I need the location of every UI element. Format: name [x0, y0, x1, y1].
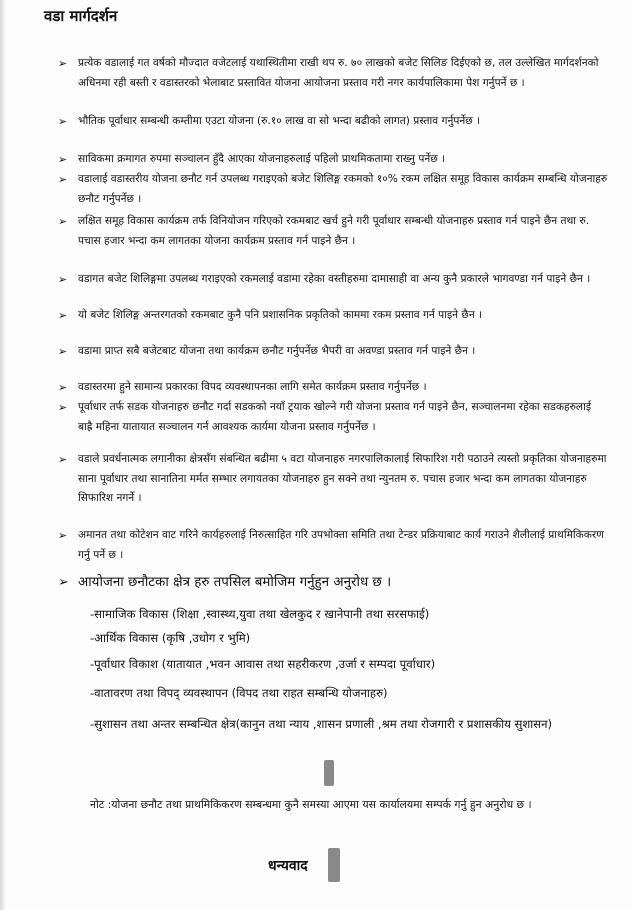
category-item: -पूर्वाधार विकाश (यातायात ,भवन आवास तथा सहरीकरण ,उर्जा र सम्पदा पूर्वाधार) [90, 657, 436, 671]
scan-mark [328, 848, 340, 882]
bullet-item: ➢ यो बजेट शिलिङ्ग अन्तरगतको रकमबाट कुनै पनि प्रशासनिक प्रकृतिको काममा रकम प्रस्ताव गर्न पाइने छैन । [78, 306, 608, 326]
bullet-item: ➢ लक्षित समूह विकास कार्यक्रम तर्फ विनियोजन गरिएको रकमबाट खर्च हुने गरी पूर्वाधार सम्बन्धी योजनाहरु प्रस्ताव गर्न पाइने छैन तथा रु. पचास हजार भन्दा कम लागतका योजना कार्यक्रम प्रस्ताव गर्न पाइने छैन । [78, 212, 608, 251]
bullet-item: ➢ प्रत्येक वडालाई गत वर्षको मौज्दात वजेटलाई यथास्थितीमा राखी थप रु. ७० लाखको बजेट सिलिङ दिईएको छ, तल उल्लेखित मार्गदर्शनको अधिनमा रही बस्ती र वडास्तरको भेलाबाट प्रस्तावित योजना आयोजना प्रस्ताव गरी नगर कार्यपालिकामा पेश गर्नुपर्ने छ । [78, 54, 608, 93]
arrow-bullet-icon: ➢ [58, 115, 68, 128]
bullet-item: ➢ वडागत बजेट शिलिङ्गमा उपलब्ध गराइएको रकमलाई वडामा रहेका वस्तीहरुमा दामासाही वा अन्य कुनै प्रकारले भागवण्डा गर्न पाइने छैन । [78, 270, 608, 290]
arrow-bullet-icon: ➢ [58, 215, 68, 228]
arrow-bullet-icon: ➢ [58, 401, 68, 414]
bullet-item: ➢ पूर्वाधार तर्फ सडक योजनाहरु छनौट गर्दा सडकको नयाँ ट्रयाक खोल्ने गरी योजना प्रस्ताव गर्न पाइने छैन, सञ्चालनमा रहेका सडकहरुलाई बाह्रै महिना यातायात सञ्चालन गर्न आवश्यक कार्यमा योजना प्रस्ताव गर्नुपर्नेछ । [78, 398, 608, 437]
bullet-item: ➢ अमानत तथा कोटेशन वाट गरिने कार्यहरुलाई निरुत्साहित गरि उपभोक्ता समिति तथा टेन्डर प्रक्रियाबाट कार्य गराउने शैलीलाई प्राथमिकिकरण गर्नु पर्ने छ । [78, 526, 608, 565]
arrow-bullet-icon: ➢ [58, 381, 68, 394]
category-item: -वातावरण तथा विपद् व्यवस्थापन (विपद तथा राहत सम्बन्धि योजनाहरु) [90, 686, 388, 700]
scan-shadow [0, 0, 6, 910]
category-item: -आर्थिक विकास (कृषि ,उधोग र भुमि) [90, 631, 251, 645]
category-item: -सुशासन तथा अन्तर सम्बन्धित क्षेत्र(कानुन तथा न्याय ,शासन प्रणाली ,श्रम तथा रोजगारी र प्रशासकीय सुशासन) [90, 717, 553, 731]
bullet-item: ➢ वडाले प्रवर्धनात्मक लगानीका क्षेत्रसँग संबन्धित बढीमा ५ वटा योजनाहरु नगरपालिकालाई सिफारिश गरी पठाउने त्यस्तो प्रकृतिका योजनाहरुमा साना पूर्वाधार तथा सानातिना मर्मत सम्भार लगायतका योजनाहरु हुन सक्ने तथा न्युनतम रु. पचास हजार भन्दा कम लागतका योजनाहरु सिफारिश नगर्ने । [78, 450, 608, 509]
bullet-item: ➢ वडास्तरमा हुने सामान्य प्रकारका विपद व्यवस्थापनका लागि समेत कार्यक्रम प्रस्ताव गर्नुपर्नेछ । [78, 378, 608, 398]
bullet-item: ➢ वडालाई वडास्तरीय योजना छनौट गर्न उपलब्ध गराइएको बजेट शिलिङ्ग रकमको १०% रकम लक्षित समूह विकास कार्यक्रम सम्बन्धि योजनाहरु छनौट गर्नुपर्नेछ । [78, 170, 608, 209]
arrow-bullet-icon: ➢ [58, 575, 69, 590]
arrow-bullet-icon: ➢ [58, 345, 68, 358]
arrow-bullet-icon: ➢ [58, 453, 68, 466]
bullet-item: ➢ भौतिक पूर्वाधार सम्बन्धी कम्तीमा एउटा योजना (रु.१० लाख वा सो भन्दा बढीको लागत) प्रस्ताव गर्नुपर्नेछ । [78, 112, 608, 132]
scan-mark [324, 760, 334, 786]
section-heading: ➢ आयोजना छनौटका क्षेत्र हरु तपसिल बमोजिम गर्नुहुन अनुरोध छ । [78, 573, 618, 593]
arrow-bullet-icon: ➢ [58, 309, 68, 322]
bullet-item: ➢ वडामा प्राप्त सबै बजेटबाट योजना तथा कार्यक्रम छनौट गर्नुपर्नेछ भैपरी वा अवण्डा प्रस्ताव गर्न पाइने छैन । [78, 342, 608, 362]
arrow-bullet-icon: ➢ [58, 153, 68, 166]
arrow-bullet-icon: ➢ [58, 529, 68, 542]
arrow-bullet-icon: ➢ [58, 273, 68, 286]
category-item: -सामाजिक विकास (शिक्षा ,स्वास्थ्य,युवा तथा खेलकुद र खानेपानी तथा सरसफाई) [90, 607, 430, 621]
arrow-bullet-icon: ➢ [58, 173, 68, 186]
note-text: नोट :योजना छनौट तथा प्राथमिकिकरण सम्बन्धमा कुनै समस्या आएमा यस कार्यालयमा सम्पर्क गर्नु हुन अनुरोध छ । [90, 798, 532, 811]
document-title: वडा मार्गदर्शन [44, 7, 118, 25]
bullet-item: ➢ साविकमा क्रमागत रुपमा सञ्चालन हुँदै आएका योजनाहरुलाई पहिलो प्राथमिकतामा राख्नु पर्नेछ । [78, 150, 608, 170]
arrow-bullet-icon: ➢ [58, 57, 68, 70]
thanks-text: धन्यवाद [268, 858, 308, 874]
